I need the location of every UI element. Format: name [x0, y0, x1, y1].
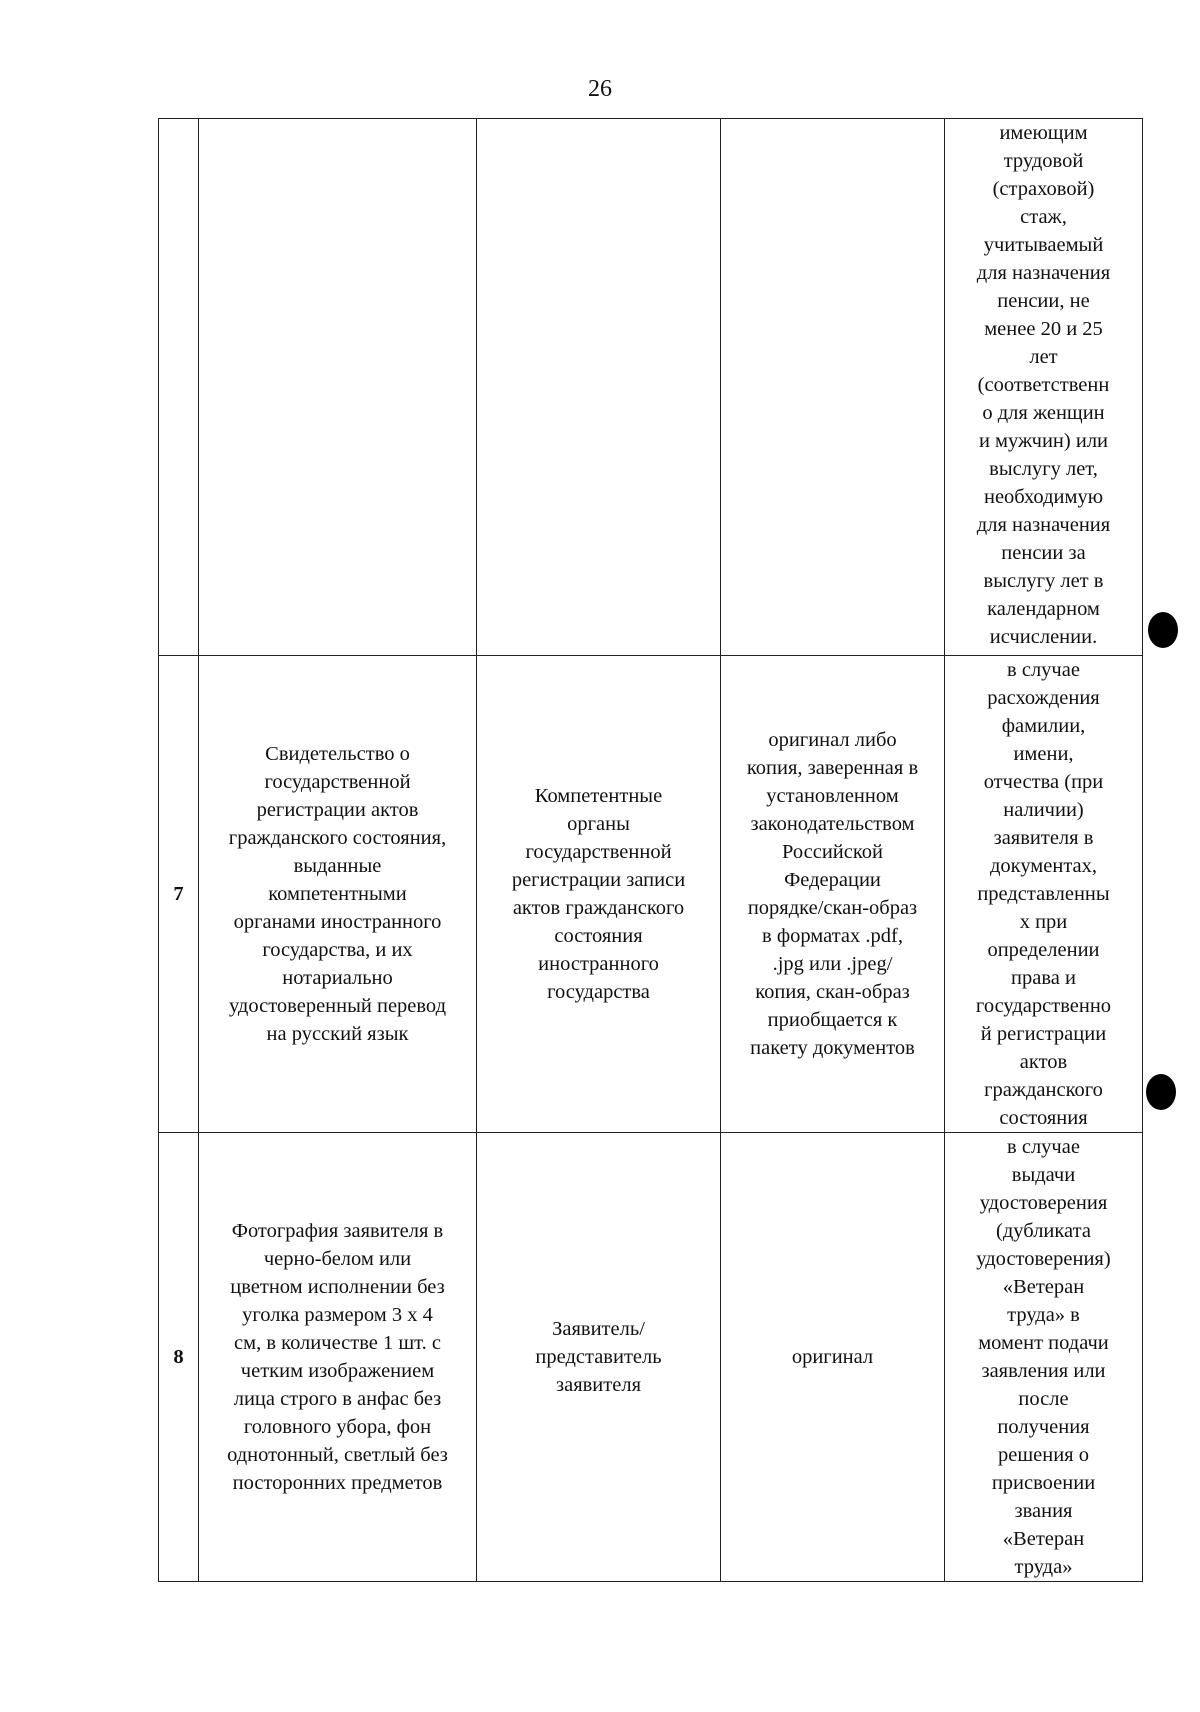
- table-row: [159, 1133, 1143, 1582]
- text-line: Свидетельство о: [265, 743, 410, 765]
- text-line: в форматах .pdf,: [762, 925, 903, 947]
- text-line: и мужчин) или: [978, 430, 1109, 452]
- text-line: нотариально: [282, 967, 393, 989]
- text-line: гражданского состояния,: [228, 827, 447, 849]
- text-line: в случае: [1007, 659, 1080, 681]
- text-line: удостоверения): [976, 1248, 1111, 1270]
- row-number-cell: [159, 119, 199, 656]
- text-line: государственной: [264, 771, 411, 793]
- document-cell: [199, 119, 477, 656]
- text-line: порядке/скан-образ: [747, 897, 918, 919]
- text-line: цветном исполнении без: [230, 1276, 445, 1298]
- text-line: Заявитель/: [552, 1318, 645, 1340]
- text-line: посторонних предметов: [232, 1472, 443, 1494]
- text-line: наличии): [1003, 799, 1084, 821]
- text-line: регистрации записи: [511, 869, 686, 891]
- text-line: выданные: [293, 855, 382, 877]
- text-line: удостоверения: [979, 1192, 1108, 1214]
- text-line: менее 20 и 25: [984, 318, 1103, 340]
- text-line: удостоверенный перевод: [228, 995, 447, 1017]
- text-line: копия, скан-образ: [755, 981, 910, 1003]
- text-line: Федерации: [784, 869, 881, 891]
- text-line: решения о: [998, 1444, 1089, 1466]
- note-cell: [945, 1133, 1143, 1582]
- text-line: получения: [997, 1416, 1090, 1438]
- text-line: выслугу лет в: [983, 570, 1104, 592]
- text-line: .jpg или .jpeg/: [772, 953, 893, 975]
- text-line: присвоении: [991, 1472, 1096, 1494]
- text-line: представитель: [535, 1346, 662, 1368]
- text-line: государственно: [975, 995, 1112, 1017]
- text-line: трудовой: [1003, 150, 1084, 172]
- text-line: пакету документов: [750, 1037, 915, 1059]
- document-cell: [199, 656, 477, 1133]
- text-line: представленны: [977, 883, 1110, 905]
- text-line: выслугу лет,: [989, 458, 1098, 480]
- note-cell: [945, 656, 1143, 1133]
- note-cell: [945, 119, 1143, 656]
- documents-table: [158, 118, 1143, 1582]
- text-line: заявителя: [556, 1374, 641, 1396]
- text-line: после: [1018, 1388, 1069, 1410]
- table-row-continuation: [159, 119, 1143, 656]
- text-line: имени,: [1013, 743, 1074, 765]
- text-line: государственной: [525, 841, 672, 863]
- text-line: копия, заверенная в: [746, 757, 919, 779]
- text-line: состояния: [554, 925, 643, 947]
- text-line: на русский язык: [266, 1023, 409, 1045]
- issuer-cell: [477, 1133, 721, 1582]
- text-line: труда»: [1014, 1556, 1073, 1578]
- text-line: х при: [1019, 911, 1068, 933]
- document-cell: [199, 1133, 477, 1582]
- text-line: органами иностранного: [233, 911, 442, 933]
- text-line: однотонный, светлый без: [227, 1444, 448, 1466]
- text-line: Фотография заявителя в: [231, 1220, 444, 1242]
- text-line: состояния: [999, 1107, 1088, 1129]
- text-line: (страховой): [992, 178, 1095, 200]
- text-line: Российской: [781, 841, 884, 863]
- text-line: регистрации актов: [256, 799, 419, 821]
- text-line: определении: [987, 939, 1100, 961]
- text-line: учитываемый: [983, 234, 1104, 256]
- text-line: исчислении.: [989, 626, 1098, 648]
- text-line: календарном: [987, 598, 1100, 620]
- text-line: й регистрации: [980, 1023, 1107, 1045]
- text-line: см, в количестве 1 шт. с: [234, 1332, 441, 1354]
- text-line: установленном: [766, 785, 899, 807]
- text-line: актов гражданского: [512, 897, 685, 919]
- text-line: пенсии, не: [997, 290, 1090, 312]
- text-line: для назначения: [976, 262, 1111, 284]
- text-line: необходимую: [983, 486, 1104, 508]
- text-line: отчества (при: [983, 771, 1104, 793]
- text-line: в случае: [1007, 1136, 1080, 1158]
- row-number-cell: 8: [159, 1133, 199, 1582]
- text-line: лет: [1029, 346, 1058, 368]
- text-line: головного убора, фон: [243, 1416, 432, 1438]
- text-line: четким изображением: [240, 1360, 435, 1382]
- text-line: гражданского: [984, 1079, 1103, 1101]
- text-line: имеющим: [999, 122, 1088, 144]
- text-line: актов: [1019, 1051, 1068, 1073]
- text-line: расхождения: [987, 687, 1100, 709]
- text-line: (соответственн: [977, 374, 1110, 396]
- text-line: приобщается к: [767, 1009, 898, 1031]
- text-line: «Ветеран: [1002, 1276, 1085, 1298]
- text-line: законодательством: [750, 813, 915, 835]
- text-line: права и: [1011, 967, 1076, 989]
- text-line: уголка размером 3 х 4: [242, 1304, 433, 1326]
- text-line: лица строго в анфас без: [233, 1388, 442, 1410]
- text-line: звания: [1014, 1500, 1073, 1522]
- text-line: государства, и их: [262, 939, 413, 961]
- text-line: о для женщин: [982, 402, 1105, 424]
- text-line: момент подачи: [978, 1332, 1109, 1354]
- binder-hole-mark: [1146, 1074, 1176, 1110]
- text-line: (дубликата: [996, 1220, 1091, 1242]
- form-cell: [721, 1133, 945, 1582]
- page-number: 26: [588, 76, 612, 102]
- text-line: оригинал: [791, 1346, 874, 1368]
- binder-hole-mark: [1148, 612, 1178, 648]
- text-line: черно-белом или: [263, 1248, 412, 1270]
- text-line: иностранного: [538, 953, 659, 975]
- issuer-cell: [477, 656, 721, 1133]
- row-number-cell: 7: [159, 656, 199, 1133]
- table-row: [159, 656, 1143, 1133]
- text-line: документах,: [989, 855, 1098, 877]
- text-line: государства: [547, 981, 650, 1003]
- text-line: стаж,: [1020, 206, 1067, 228]
- text-line: оригинал либо: [768, 729, 897, 751]
- text-line: Компетентные: [534, 785, 663, 807]
- text-line: компетентными: [268, 883, 407, 905]
- text-line: заявления или: [981, 1360, 1106, 1382]
- text-line: для назначения: [976, 514, 1111, 536]
- text-line: фамилии,: [1001, 715, 1086, 737]
- issuer-cell: [477, 119, 721, 656]
- form-cell: [721, 119, 945, 656]
- text-line: выдачи: [1011, 1164, 1076, 1186]
- form-cell: [721, 656, 945, 1133]
- text-line: органы: [567, 813, 630, 835]
- text-line: труда» в: [1007, 1304, 1080, 1326]
- text-line: заявителя в: [993, 827, 1094, 849]
- text-line: пенсии за: [1001, 542, 1086, 564]
- text-line: «Ветеран: [1002, 1528, 1085, 1550]
